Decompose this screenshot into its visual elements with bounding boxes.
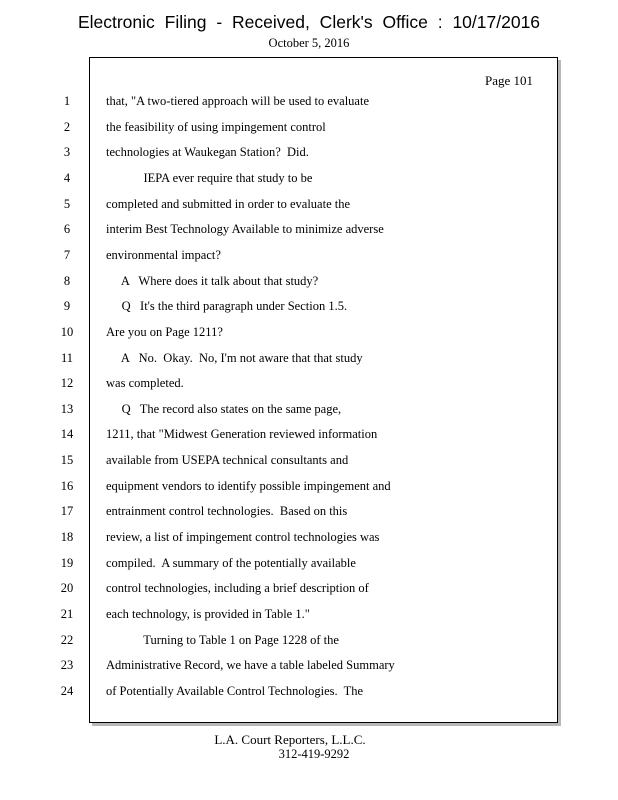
line-text: environmental impact? bbox=[106, 248, 221, 262]
line-text: 1211, that "Midwest Generation reviewed information bbox=[106, 427, 378, 441]
line-text: interim Best Technology Available to minimize adverse bbox=[106, 222, 384, 236]
line-number: 22 bbox=[60, 633, 74, 647]
line-text: available from USEPA technical consultants and bbox=[106, 453, 349, 467]
line-text: the feasibility of using impingement control bbox=[106, 120, 326, 134]
line-text: control technologies, including a brief description of bbox=[106, 581, 369, 595]
line-number: 10 bbox=[60, 325, 74, 339]
line-number: 11 bbox=[60, 351, 74, 365]
line-number: 7 bbox=[63, 248, 71, 262]
line-text: review, a list of impingement control technologies was bbox=[106, 530, 380, 544]
line-text: A No. Okay. No, I'm not aware that that study bbox=[106, 351, 363, 365]
line-text: Turning to Table 1 on Page 1228 of the bbox=[106, 633, 339, 647]
line-text: Administrative Record, we have a table labeled Summary bbox=[106, 658, 395, 672]
line-number: 6 bbox=[63, 222, 71, 236]
line-number: 14 bbox=[60, 427, 74, 441]
line-text: that, "A two-tiered approach will be used to evaluate bbox=[106, 94, 370, 108]
line-number: 20 bbox=[60, 581, 74, 595]
line-text: entrainment control technologies. Based on this bbox=[106, 504, 348, 518]
line-number: 24 bbox=[60, 684, 74, 698]
line-number: 12 bbox=[60, 376, 74, 390]
filing-stamp: Electronic Filing - Received, Clerk's Office : 10/17/2016 bbox=[77, 12, 541, 32]
line-text: each technology, is provided in Table 1." bbox=[106, 607, 310, 621]
line-number: 9 bbox=[63, 299, 71, 313]
line-number: 15 bbox=[60, 453, 74, 467]
line-text: Q The record also states on the same page, bbox=[106, 402, 342, 416]
line-text: completed and submitted in order to evaluate the bbox=[106, 197, 351, 211]
line-number: 8 bbox=[63, 274, 71, 288]
line-text: IEPA ever require that study to be bbox=[106, 171, 313, 185]
line-text: compiled. A summary of the potentially available bbox=[106, 556, 356, 570]
line-number: 3 bbox=[63, 145, 71, 159]
transcript-date: October 5, 2016 bbox=[268, 36, 350, 50]
line-text: was completed. bbox=[106, 376, 184, 390]
line-text: A Where does it talk about that study? bbox=[106, 274, 319, 288]
page-number: Page 101 bbox=[484, 73, 533, 88]
reporter-phone: 312-419-9292 bbox=[278, 747, 350, 761]
line-text: equipment vendors to identify possible impingement and bbox=[106, 479, 391, 493]
line-number: 2 bbox=[63, 120, 71, 134]
line-number: 16 bbox=[60, 479, 74, 493]
line-number: 19 bbox=[60, 556, 74, 570]
line-number: 4 bbox=[63, 171, 71, 185]
line-text: Q It's the third paragraph under Section 1.5. bbox=[106, 299, 348, 313]
line-text: technologies at Waukegan Station? Did. bbox=[106, 145, 309, 159]
line-number: 17 bbox=[60, 504, 74, 518]
line-number: 1 bbox=[63, 94, 71, 108]
line-number: 13 bbox=[60, 402, 74, 416]
line-number: 23 bbox=[60, 658, 74, 672]
line-number: 5 bbox=[63, 197, 71, 211]
line-number: 18 bbox=[60, 530, 74, 544]
reporter-company: L.A. Court Reporters, L.L.C. bbox=[214, 732, 366, 747]
line-number: 21 bbox=[60, 607, 74, 621]
line-text: Are you on Page 1211? bbox=[106, 325, 223, 339]
line-text: of Potentially Available Control Technologies. The bbox=[106, 684, 364, 698]
